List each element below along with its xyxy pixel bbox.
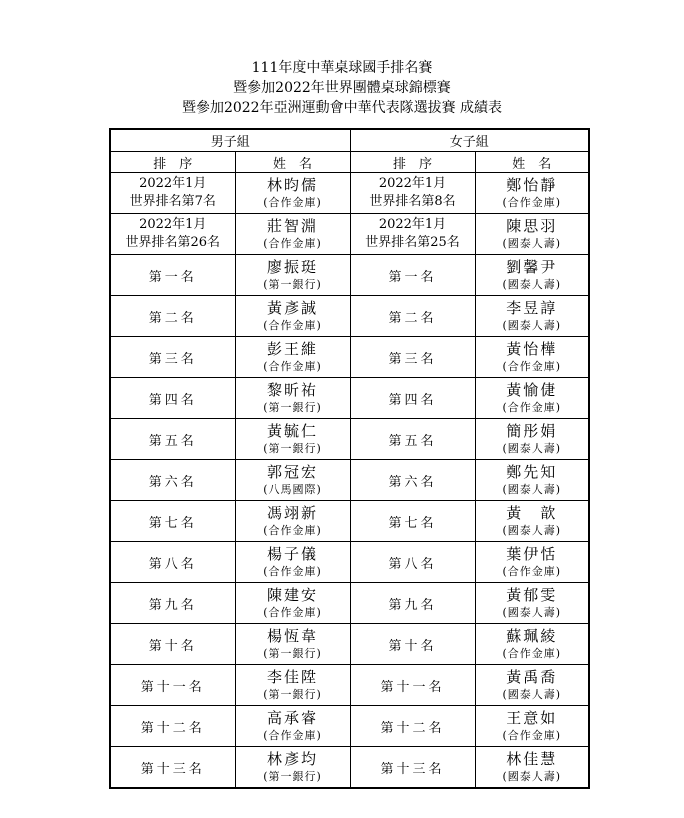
women-player-team: (國泰人壽) <box>502 606 562 619</box>
men-rank-header: 排 序 <box>110 152 235 173</box>
women-rank-text: 第六名 <box>388 474 437 490</box>
women-rank-cell <box>350 501 475 542</box>
men-name-header: 姓 名 <box>235 152 350 173</box>
women-player-team: (合作金庫) <box>502 401 562 414</box>
men-rank-text: 第六名 <box>148 474 197 490</box>
men-rank-text: 2022年1月 <box>139 217 207 232</box>
women-name-cell <box>475 214 589 255</box>
men-player-name: 黃毓仁 <box>267 422 319 440</box>
men-player-name: 黎昕祐 <box>267 381 319 399</box>
women-player-team: (國泰人壽) <box>502 442 562 455</box>
men-rank-text: 第三名 <box>148 351 197 367</box>
women-rank-text: 2022年1月 <box>378 217 447 232</box>
men-rank-text: 2022年1月 <box>139 176 207 191</box>
women-rank-text: 2022年1月 <box>378 176 447 191</box>
women-player-team: (合作金庫) <box>502 647 562 660</box>
men-player-team: (合作金庫) <box>263 565 322 578</box>
men-player-team: (合作金庫) <box>263 319 322 332</box>
men-rank-cell <box>110 665 235 706</box>
table-row <box>110 173 589 214</box>
women-rank-text: 第十二名 <box>380 720 445 736</box>
men-player-team: (第一銀行) <box>263 442 322 455</box>
men-rank-cell <box>110 706 235 747</box>
women-group-header: 女子組 <box>350 129 589 152</box>
women-player-name: 劉馨尹 <box>506 258 558 276</box>
women-rank-text: 第十名 <box>388 638 437 654</box>
men-name-cell <box>235 255 350 296</box>
results-table <box>109 128 590 789</box>
men-rank-text: 世界排名第26名 <box>125 235 221 250</box>
men-player-team: (第一銀行) <box>263 688 322 701</box>
women-name-cell <box>475 501 589 542</box>
men-rank-cell <box>110 173 235 214</box>
women-rank-text: 第十一名 <box>380 679 445 695</box>
women-name-cell <box>475 747 589 789</box>
women-rank-cell <box>350 460 475 501</box>
table-row <box>110 747 589 789</box>
men-name-cell <box>235 542 350 583</box>
men-name-cell <box>235 460 350 501</box>
women-player-name: 王意如 <box>506 709 558 727</box>
table-row <box>110 460 589 501</box>
men-player-name: 楊子儀 <box>267 545 319 563</box>
men-player-name: 林彥均 <box>267 750 319 768</box>
women-player-name: 黃怡樺 <box>506 340 558 358</box>
women-name-cell <box>475 419 589 460</box>
table-row <box>110 378 589 419</box>
men-rank-cell <box>110 460 235 501</box>
women-name-cell <box>475 706 589 747</box>
women-player-name: 林佳慧 <box>506 750 558 768</box>
men-player-name: 陳建安 <box>267 586 319 604</box>
men-player-team: (合作金庫) <box>263 606 322 619</box>
women-player-team: (國泰人壽) <box>502 483 562 496</box>
men-player-team: (合作金庫) <box>263 237 322 250</box>
women-name-cell <box>475 378 589 419</box>
women-rank-cell <box>350 747 475 789</box>
men-rank-cell <box>110 378 235 419</box>
women-rank-cell <box>350 337 475 378</box>
women-rank-text: 第三名 <box>388 351 437 367</box>
men-name-cell <box>235 296 350 337</box>
men-name-cell <box>235 747 350 789</box>
men-rank-text: 第四名 <box>148 392 197 408</box>
men-rank-text: 第十二名 <box>140 720 205 736</box>
men-player-team: (合作金庫) <box>263 196 322 209</box>
women-rank-header: 排 序 <box>350 152 475 173</box>
men-rank-text: 第一名 <box>148 269 197 285</box>
men-rank-cell <box>110 296 235 337</box>
men-rank-cell <box>110 583 235 624</box>
women-name-cell <box>475 624 589 665</box>
women-rank-cell <box>350 173 475 214</box>
women-player-team: (合作金庫) <box>502 360 562 373</box>
women-rank-cell <box>350 419 475 460</box>
women-name-cell <box>475 255 589 296</box>
men-player-name: 郭冠宏 <box>267 463 319 481</box>
men-player-name: 莊智淵 <box>267 217 319 235</box>
women-player-team: (國泰人壽) <box>502 319 562 332</box>
women-rank-text: 第五名 <box>388 433 437 449</box>
women-rank-cell <box>350 296 475 337</box>
women-player-team: (國泰人壽) <box>502 278 562 291</box>
men-rank-text: 第十一名 <box>140 679 205 695</box>
men-player-name: 李佳陞 <box>267 668 319 686</box>
group-header-row <box>110 129 589 152</box>
women-name-cell <box>475 173 589 214</box>
men-rank-cell <box>110 542 235 583</box>
women-player-name: 鄭怡靜 <box>506 176 558 194</box>
men-rank-cell <box>110 624 235 665</box>
document-subtitle-1: 暨參加2022年世界團體桌球錦標賽 <box>233 80 451 96</box>
women-player-name: 黃禹喬 <box>506 668 558 686</box>
men-player-team: (合作金庫) <box>263 360 322 373</box>
men-name-cell <box>235 706 350 747</box>
women-rank-cell <box>350 378 475 419</box>
women-player-name: 陳思羽 <box>506 217 558 235</box>
women-rank-cell <box>350 665 475 706</box>
table-row <box>110 706 589 747</box>
women-name-cell <box>475 583 589 624</box>
women-player-team: (國泰人壽) <box>502 688 562 701</box>
men-rank-cell <box>110 501 235 542</box>
men-rank-text: 第九名 <box>148 597 197 613</box>
women-rank-text: 第一名 <box>388 269 437 285</box>
women-player-name: 鄭先知 <box>506 463 558 481</box>
table-row <box>110 665 589 706</box>
men-name-cell <box>235 583 350 624</box>
men-player-team: (合作金庫) <box>263 729 322 742</box>
men-player-team: (第一銀行) <box>263 647 322 660</box>
women-rank-cell <box>350 255 475 296</box>
women-name-cell <box>475 542 589 583</box>
table-row <box>110 624 589 665</box>
table-row <box>110 214 589 255</box>
women-name-cell <box>475 337 589 378</box>
table-row <box>110 255 589 296</box>
men-rank-cell <box>110 337 235 378</box>
men-player-team: (合作金庫) <box>263 524 322 537</box>
table-row <box>110 337 589 378</box>
men-name-cell <box>235 419 350 460</box>
women-rank-text: 第四名 <box>388 392 437 408</box>
women-rank-text: 第八名 <box>388 556 437 572</box>
table-row <box>110 296 589 337</box>
women-rank-cell <box>350 624 475 665</box>
men-player-name: 馮翊新 <box>267 504 319 522</box>
women-player-team: (合作金庫) <box>502 729 562 742</box>
women-name-cell <box>475 665 589 706</box>
document-title: 111年度中華桌球國手排名賽 <box>251 60 433 76</box>
men-name-cell <box>235 665 350 706</box>
women-name-header: 姓 名 <box>475 152 589 173</box>
men-player-team: (第一銀行) <box>263 278 322 291</box>
women-player-team: (合作金庫) <box>502 196 562 209</box>
men-rank-cell <box>110 747 235 789</box>
men-player-team: (八馬國際) <box>263 483 322 496</box>
women-rank-text: 第七名 <box>388 515 437 531</box>
women-rank-cell <box>350 542 475 583</box>
women-player-team: (國泰人壽) <box>502 524 562 537</box>
men-player-name: 彭王維 <box>267 340 319 358</box>
men-player-name: 林昀儒 <box>267 176 319 194</box>
men-player-name: 楊恆韋 <box>267 627 319 645</box>
women-player-name: 黃 歆 <box>506 504 558 522</box>
women-rank-cell <box>350 706 475 747</box>
men-group-header: 男子組 <box>110 129 350 152</box>
men-rank-text: 第十名 <box>148 638 197 654</box>
women-player-name: 蘇珮綾 <box>506 627 558 645</box>
men-name-cell <box>235 501 350 542</box>
women-player-name: 李昱諄 <box>506 299 558 317</box>
men-rank-text: 第二名 <box>148 310 197 326</box>
men-name-cell <box>235 378 350 419</box>
men-rank-text: 第五名 <box>148 433 197 449</box>
women-rank-text: 第二名 <box>388 310 437 326</box>
men-player-team: (第一銀行) <box>263 401 322 414</box>
men-name-cell <box>235 337 350 378</box>
document-subtitle-2: 暨參加2022年亞洲運動會中華代表隊選拔賽 成績表 <box>181 100 503 116</box>
men-name-cell <box>235 214 350 255</box>
table-row <box>110 542 589 583</box>
women-player-name: 簡彤娟 <box>506 422 558 440</box>
men-rank-text: 第八名 <box>148 556 197 572</box>
women-rank-cell <box>350 214 475 255</box>
table-row <box>110 419 589 460</box>
men-rank-text: 第七名 <box>148 515 197 531</box>
men-rank-cell <box>110 214 235 255</box>
women-player-name: 葉伊恬 <box>506 545 558 563</box>
column-header-row <box>110 152 589 173</box>
women-name-cell <box>475 296 589 337</box>
men-player-name: 廖振珽 <box>267 258 319 276</box>
men-player-team: (第一銀行) <box>263 770 322 783</box>
men-rank-cell <box>110 255 235 296</box>
women-player-team: (國泰人壽) <box>502 237 562 250</box>
women-player-team: (國泰人壽) <box>502 770 562 783</box>
women-rank-text: 世界排名第25名 <box>365 235 460 250</box>
men-player-name: 黃彥誠 <box>267 299 319 317</box>
women-name-cell <box>475 460 589 501</box>
men-rank-cell <box>110 419 235 460</box>
women-player-team: (合作金庫) <box>502 565 562 578</box>
table-row <box>110 501 589 542</box>
women-player-name: 黃郁雯 <box>506 586 558 604</box>
table-row <box>110 583 589 624</box>
men-name-cell <box>235 624 350 665</box>
women-rank-text: 第九名 <box>388 597 437 613</box>
women-player-name: 黃愉倢 <box>506 381 558 399</box>
men-rank-text: 世界排名第7名 <box>129 194 216 209</box>
women-rank-text: 第十三名 <box>380 761 445 777</box>
women-rank-text: 世界排名第8名 <box>369 194 456 209</box>
men-name-cell <box>235 173 350 214</box>
men-player-name: 高承睿 <box>267 709 319 727</box>
men-rank-text: 第十三名 <box>140 761 205 777</box>
women-rank-cell <box>350 583 475 624</box>
